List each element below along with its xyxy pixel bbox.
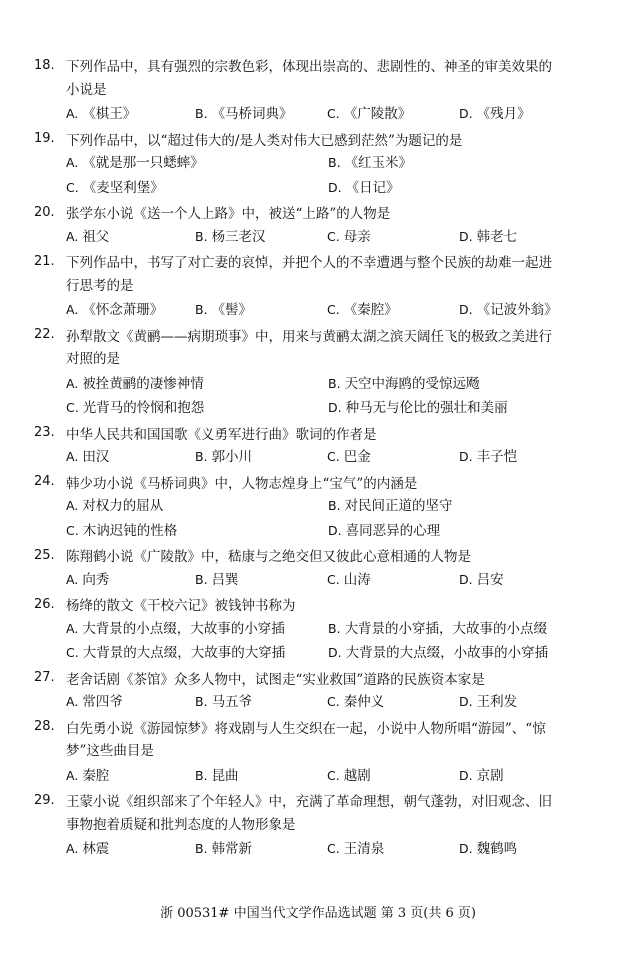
option-letter: A. — [66, 302, 79, 317]
option-group — [34, 445, 594, 470]
question-29 — [34, 788, 594, 862]
option-d — [459, 764, 594, 789]
question-stem-text: 下列作品中，书写了对亡妻的哀悼，并把个人的不幸遭遇与整个民族的劫难一起进 — [66, 255, 552, 272]
question-28 — [34, 715, 594, 789]
option-letter: D. — [328, 179, 342, 195]
question-number: 29. — [34, 792, 55, 808]
option-text: 祖父 — [82, 228, 110, 245]
question-26 — [34, 592, 594, 666]
option-letter: C. — [327, 571, 340, 587]
option-text: 天空中海鸥的受惊远飏 — [344, 375, 480, 392]
option-text: 郭小川 — [211, 449, 253, 465]
question-23 — [34, 421, 594, 470]
option-a — [66, 372, 328, 397]
option-text: 《红玉米》 — [344, 155, 413, 171]
option-text: 林震 — [82, 841, 110, 857]
option-text: 大背景的小点缀，大故事的小穿插 — [82, 620, 285, 637]
option-text: 《棋王》 — [82, 106, 137, 122]
option-text: 种马无与伦比的强壮和美丽 — [345, 400, 508, 416]
option-c — [66, 519, 328, 544]
option-letter: B. — [195, 767, 208, 783]
option-text: 韩常新 — [211, 841, 253, 857]
option-text: 王清泉 — [343, 841, 385, 857]
option-b — [195, 225, 327, 250]
option-text: 《髻》 — [211, 302, 253, 318]
question-stem-text: 杨绛的散文《干校六记》被钱钟书称为 — [66, 598, 296, 615]
option-letter: C. — [327, 449, 340, 464]
option-group — [34, 298, 594, 323]
option-text: 光背马的怜悯和抱怨 — [82, 400, 205, 416]
option-letter: B. — [328, 620, 341, 636]
page-footer: 浙 00531# 中国当代文学作品选试题 第 3 页(共 6 页) — [160, 906, 476, 921]
option-text: 马五爷 — [211, 694, 253, 710]
option-text: 对权力的屈从 — [82, 498, 164, 514]
option-text: 魏鹤鸣 — [476, 841, 518, 857]
option-b — [195, 445, 327, 470]
option-text: 吕巽 — [211, 571, 239, 588]
question-number: 26. — [34, 596, 55, 612]
option-group — [34, 568, 594, 593]
question-stem-text: 孙犁散文《黄鹂——病期琐事》中，用来与黄鹂太湖之滨天阔任飞的极致之美进行 — [66, 328, 552, 345]
option-c — [66, 641, 328, 666]
option-letter: B. — [328, 498, 341, 513]
question-stem-text: 下列作品中，以“超过伟大的/是人类对伟大已感到茫然”为题记的是 — [66, 132, 463, 149]
option-d — [459, 690, 594, 715]
option-letter: C. — [66, 179, 79, 195]
option-a — [66, 445, 195, 470]
question-stem-text: 韩少功小说《马桥词典》中，人物志煌身上“宝气”的内涵是 — [66, 475, 418, 492]
option-letter: A. — [66, 498, 79, 513]
question-list — [34, 53, 594, 862]
option-letter: D. — [459, 106, 473, 121]
option-text: 京剧 — [476, 767, 504, 784]
question-stem — [34, 53, 594, 78]
option-letter: B. — [328, 375, 341, 391]
option-text: 向秀 — [82, 571, 110, 588]
option-text: 大背景的小穿插，大故事的小点缀 — [344, 620, 548, 637]
question-21 — [34, 249, 594, 323]
option-text: 大背景的大点缀，大故事的大穿插 — [82, 645, 286, 661]
question-stem-text: 王蒙小说《组织部来了个年轻人》中，充满了革命理想，朝气蓬勃，对旧观念、旧 — [66, 794, 552, 811]
option-letter: D. — [459, 767, 473, 783]
question-stem — [34, 421, 594, 446]
option-letter: D. — [328, 400, 342, 415]
option-letter: D. — [328, 645, 342, 660]
question-24 — [34, 470, 594, 544]
option-d — [459, 298, 594, 323]
option-text: 被拴黄鹂的凄惨神情 — [82, 375, 204, 392]
option-d — [328, 641, 594, 666]
option-text: 常四爷 — [82, 694, 123, 710]
option-text: 母亲 — [343, 228, 371, 245]
option-letter: C. — [327, 694, 340, 709]
option-a — [66, 837, 195, 862]
option-letter: D. — [459, 449, 473, 464]
option-d — [328, 176, 594, 201]
option-group — [34, 151, 594, 200]
option-c — [327, 298, 459, 323]
option-group — [34, 837, 594, 862]
option-text: 秦仲义 — [343, 694, 385, 710]
option-group — [34, 372, 594, 421]
option-a — [66, 151, 328, 176]
question-stem-text: 陈翔鹤小说《广陵散》中，嵇康与之绝交但又彼此心意相通的人物是 — [66, 549, 471, 566]
option-b — [195, 690, 327, 715]
option-b — [328, 151, 594, 176]
question-stem-continuation: 对照的是 — [66, 351, 120, 367]
option-text: 巴金 — [343, 449, 371, 465]
question-number: 25. — [34, 547, 55, 563]
option-letter: B. — [195, 449, 208, 464]
option-letter: D. — [459, 841, 473, 856]
option-text: 木讷迟钝的性格 — [82, 522, 178, 539]
question-22 — [34, 323, 594, 421]
question-number: 19. — [34, 131, 55, 147]
option-text: 杨三老汉 — [211, 228, 266, 245]
option-text: 丰子恺 — [476, 449, 518, 465]
option-letter: A. — [66, 694, 79, 709]
question-number: 18. — [34, 57, 55, 73]
question-number: 24. — [34, 474, 55, 490]
option-a — [66, 617, 328, 642]
option-text: 《记波外翁》 — [476, 302, 558, 318]
option-d — [328, 519, 594, 544]
question-stem-text: 中华人民共和国国歌《义勇军进行曲》歌词的作者是 — [66, 426, 377, 443]
question-20 — [34, 200, 594, 249]
question-stem-continuation: 梦”这些曲目是 — [66, 743, 154, 759]
option-text: 昆曲 — [211, 767, 239, 784]
option-b — [195, 102, 327, 127]
question-19 — [34, 127, 594, 201]
question-number: 27. — [34, 670, 55, 686]
option-a — [66, 764, 195, 789]
option-letter: A. — [66, 767, 79, 783]
question-stem-text: 下列作品中，具有强烈的宗教色彩，体现出崇高的、悲剧性的、神圣的审美效果的 — [66, 59, 552, 76]
option-group — [34, 225, 594, 250]
option-b — [195, 298, 327, 323]
option-letter: D. — [459, 302, 473, 317]
question-stem — [34, 470, 594, 495]
question-stem — [34, 666, 594, 691]
option-letter: B. — [195, 302, 208, 317]
option-a — [66, 225, 195, 250]
option-b — [195, 764, 327, 789]
option-letter: A. — [66, 841, 79, 856]
option-letter: A. — [66, 155, 79, 170]
option-group — [34, 764, 594, 789]
option-letter: A. — [66, 571, 79, 587]
question-stem — [34, 249, 594, 274]
option-letter: B. — [328, 155, 341, 170]
option-text: 越剧 — [343, 767, 371, 784]
question-stem — [34, 543, 594, 568]
option-letter: A. — [66, 228, 79, 244]
option-b — [328, 372, 594, 397]
question-number: 22. — [34, 327, 55, 343]
option-a — [66, 568, 195, 593]
option-letter: D. — [459, 228, 473, 244]
question-stem-continuation: 小说是 — [66, 81, 107, 98]
question-number: 23. — [34, 425, 55, 441]
option-letter: C. — [327, 106, 340, 121]
option-letter: C. — [66, 522, 79, 538]
option-group — [34, 494, 594, 543]
question-stem — [34, 788, 594, 813]
option-text: 大背景的大点缀，小故事的小穿插 — [345, 645, 549, 661]
question-stem — [34, 323, 594, 348]
option-text: 《麦坚利堡》 — [82, 179, 164, 196]
option-group — [34, 102, 594, 127]
option-letter: B. — [195, 571, 208, 587]
option-d — [459, 837, 594, 862]
option-text: 秦腔 — [82, 767, 110, 784]
option-b — [328, 494, 594, 519]
question-27 — [34, 666, 594, 715]
option-b — [328, 617, 594, 642]
question-stem-text: 老舍话剧《茶馆》众多人物中，试图走“实业救国”道路的民族资本家是 — [66, 671, 485, 688]
option-text: 韩老七 — [476, 228, 518, 245]
option-text: 《广陵散》 — [343, 106, 412, 122]
option-text: 山涛 — [343, 571, 371, 588]
option-letter: C. — [327, 767, 340, 783]
option-letter: C. — [66, 400, 79, 415]
option-letter: C. — [327, 228, 340, 244]
option-text: 《日记》 — [345, 179, 400, 196]
option-c — [327, 445, 459, 470]
option-letter: C. — [327, 841, 340, 856]
question-stem-continuation: 行思考的是 — [66, 277, 134, 294]
option-letter: A. — [66, 620, 79, 636]
question-stem — [34, 715, 594, 740]
question-stem-text: 白先勇小说《游园惊梦》将戏剧与人生交织在一起，小说中人物所唱“游园”、“惊 — [66, 720, 546, 737]
option-text: 《残月》 — [476, 106, 531, 122]
option-d — [459, 568, 594, 593]
option-letter: B. — [195, 106, 208, 121]
option-text: 《秦腔》 — [343, 302, 398, 318]
option-c — [66, 396, 328, 421]
option-text: 《马桥词典》 — [211, 106, 293, 122]
option-letter: D. — [459, 571, 473, 587]
question-18 — [34, 53, 594, 127]
option-c — [66, 176, 328, 201]
option-d — [459, 225, 594, 250]
option-letter: A. — [66, 449, 79, 464]
option-c — [327, 102, 459, 127]
question-stem-text: 张学东小说《送一个人上路》中，被送“上路”的人物是 — [66, 206, 391, 223]
option-d — [328, 396, 594, 421]
option-text: 田汉 — [82, 449, 110, 465]
option-d — [459, 102, 594, 127]
question-number: 21. — [34, 253, 55, 269]
option-letter: B. — [195, 694, 208, 709]
question-number: 20. — [34, 204, 55, 220]
option-text: 喜同恶异的心理 — [345, 522, 441, 539]
option-text: 《怀念萧珊》 — [82, 302, 164, 318]
option-text: 王利发 — [476, 694, 518, 710]
option-b — [195, 837, 327, 862]
option-letter: B. — [195, 841, 208, 856]
option-c — [327, 225, 459, 250]
option-letter: A. — [66, 375, 79, 391]
option-d — [459, 445, 594, 470]
option-a — [66, 690, 195, 715]
option-a — [66, 298, 195, 323]
option-c — [327, 568, 459, 593]
option-letter: A. — [66, 106, 79, 121]
option-text: 吕安 — [476, 571, 504, 588]
option-c — [327, 690, 459, 715]
option-letter: D. — [459, 694, 473, 709]
option-letter: D. — [328, 522, 342, 538]
question-25 — [34, 543, 594, 592]
option-group — [34, 690, 594, 715]
option-c — [327, 837, 459, 862]
option-a — [66, 102, 195, 127]
option-text: 对民间正道的坚守 — [344, 498, 453, 514]
option-a — [66, 494, 328, 519]
option-letter: C. — [327, 302, 340, 317]
option-group — [34, 617, 594, 666]
question-stem — [34, 127, 594, 152]
option-letter: B. — [195, 228, 208, 244]
option-c — [327, 764, 459, 789]
option-text: 《就是那一只蟋蟀》 — [82, 155, 204, 171]
question-stem-continuation: 事物抱着质疑和批判态度的人物形象是 — [66, 816, 296, 833]
question-number: 28. — [34, 719, 55, 735]
question-stem — [34, 200, 594, 225]
question-stem — [34, 592, 594, 617]
option-b — [195, 568, 327, 593]
option-letter: C. — [66, 645, 79, 660]
